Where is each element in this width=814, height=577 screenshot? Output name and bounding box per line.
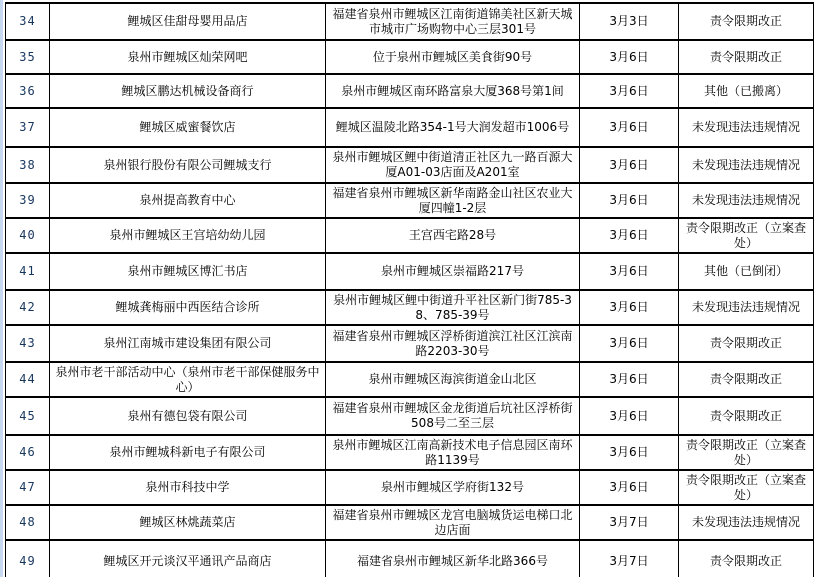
business-name-cell: 鲤城区鹏达机械设备商行 [50, 74, 326, 108]
result-cell: 未发现违法违规情况 [679, 183, 814, 218]
result-cell: 未发现违法违规情况 [679, 108, 814, 147]
result-cell: 责令限期改正（立案查处） [679, 470, 814, 505]
inspection-results-table [5, 2, 814, 577]
row-number-cell: 49 [6, 540, 50, 577]
result-cell: 责令限期改正 [679, 362, 814, 397]
row-number-cell: 42 [6, 290, 50, 325]
row-number-cell: 46 [6, 435, 50, 470]
table-body [6, 3, 814, 577]
business-name-cell: 泉州市老干部活动中心（泉州市老干部保健服务中心） [50, 362, 326, 397]
table-row [6, 362, 814, 397]
address-cell: 泉州市鲤城区鲤中街道升平社区新门街785-38、785-39号 [326, 290, 580, 325]
address-cell: 泉州市鲤城区江南高新技术电子信息园区南环路1139号 [326, 435, 580, 470]
table-row [6, 505, 814, 540]
result-cell: 责令限期改正（立案查处） [679, 218, 814, 253]
business-name-cell: 泉州提高教育中心 [50, 183, 326, 218]
address-cell: 泉州市鲤城区崇福路217号 [326, 253, 580, 290]
business-name-cell: 泉州江南城市建设集团有限公司 [50, 325, 326, 362]
business-name-cell: 泉州银行股份有限公司鲤城支行 [50, 147, 326, 183]
row-number-cell: 36 [6, 74, 50, 108]
business-name-cell: 鲤城区佳甜母婴用品店 [50, 3, 326, 40]
address-cell: 王宫西宅路28号 [326, 218, 580, 253]
row-number-cell: 41 [6, 253, 50, 290]
row-number-cell: 40 [6, 218, 50, 253]
table-row [6, 183, 814, 218]
date-cell: 3月3日 [580, 3, 679, 40]
row-number-cell: 47 [6, 470, 50, 505]
table-row [6, 108, 814, 147]
result-cell: 责令限期改正（立案查处） [679, 435, 814, 470]
date-cell: 3月6日 [580, 147, 679, 183]
result-cell: 责令限期改正 [679, 3, 814, 40]
date-cell: 3月7日 [580, 540, 679, 577]
date-cell: 3月6日 [580, 253, 679, 290]
address-cell: 泉州市鲤城区学府街132号 [326, 470, 580, 505]
address-cell: 泉州市鲤城区海滨街道金山北区 [326, 362, 580, 397]
row-number-cell: 34 [6, 3, 50, 40]
date-cell: 3月6日 [580, 183, 679, 218]
row-number-cell: 39 [6, 183, 50, 218]
table-row [6, 290, 814, 325]
table-row [6, 435, 814, 470]
date-cell: 3月7日 [580, 505, 679, 540]
address-cell: 鲤城区温陵北路354-1号大润发超市1006号 [326, 108, 580, 147]
date-cell: 3月6日 [580, 74, 679, 108]
row-number-cell: 44 [6, 362, 50, 397]
table-row [6, 540, 814, 577]
row-number-cell: 38 [6, 147, 50, 183]
row-number-cell: 35 [6, 40, 50, 74]
table-row [6, 147, 814, 183]
table-row [6, 253, 814, 290]
date-cell: 3月6日 [580, 470, 679, 505]
row-number-cell: 48 [6, 505, 50, 540]
result-cell: 未发现违法违规情况 [679, 505, 814, 540]
business-name-cell: 鲤城区开元谈汉平通讯产品商店 [50, 540, 326, 577]
business-name-cell: 泉州市鲤城科新电子有限公司 [50, 435, 326, 470]
business-name-cell: 鲤城龚梅丽中西医结合诊所 [50, 290, 326, 325]
address-cell: 泉州市鲤城区南环路富泉大厦368号第1间 [326, 74, 580, 108]
date-cell: 3月6日 [580, 218, 679, 253]
business-name-cell: 泉州市鲤城区王宫培幼幼儿园 [50, 218, 326, 253]
date-cell: 3月6日 [580, 435, 679, 470]
address-cell: 福建省泉州市鲤城区新华北路366号 [326, 540, 580, 577]
business-name-cell: 鲤城区威蜜餐饮店 [50, 108, 326, 147]
table-row [6, 40, 814, 74]
row-number-cell: 37 [6, 108, 50, 147]
table-row [6, 3, 814, 40]
address-cell: 福建省泉州市鲤城区金龙街道后坑社区浮桥街508号二至三层 [326, 397, 580, 435]
table-row [6, 325, 814, 362]
business-name-cell: 泉州市鲤城区博汇书店 [50, 253, 326, 290]
date-cell: 3月6日 [580, 362, 679, 397]
date-cell: 3月6日 [580, 397, 679, 435]
business-name-cell: 鲤城区林烑蔬菜店 [50, 505, 326, 540]
date-cell: 3月6日 [580, 290, 679, 325]
result-cell: 责令限期改正 [679, 325, 814, 362]
date-cell: 3月6日 [580, 325, 679, 362]
table-row [6, 218, 814, 253]
address-cell: 泉州市鲤城区鲤中街道清正社区九一路百源大厦A01-03店面及A201室 [326, 147, 580, 183]
date-cell: 3月6日 [580, 40, 679, 74]
address-cell: 福建省泉州市鲤城区龙宫电脑城货运电梯口北边店面 [326, 505, 580, 540]
result-cell: 其他（已搬离） [679, 74, 814, 108]
business-name-cell: 泉州市科技中学 [50, 470, 326, 505]
address-cell: 福建省泉州市鲤城区新华南路金山社区农业大厦四幢1-2层 [326, 183, 580, 218]
row-number-cell: 43 [6, 325, 50, 362]
result-cell: 未发现违法违规情况 [679, 147, 814, 183]
result-cell: 其他（已倒闭） [679, 253, 814, 290]
table-row [6, 397, 814, 435]
table-row [6, 470, 814, 505]
address-cell: 福建省泉州市鲤城区浮桥街道滨江社区江滨南路2203-30号 [326, 325, 580, 362]
address-cell: 福建省泉州市鲤城区江南街道锦美社区新天城市城市广场购物中心三层301号 [326, 3, 580, 40]
result-cell: 未发现违法违规情况 [679, 290, 814, 325]
business-name-cell: 泉州有德包袋有限公司 [50, 397, 326, 435]
row-number-cell: 45 [6, 397, 50, 435]
page-left-margin-strip [0, 0, 3, 577]
table-row [6, 74, 814, 108]
result-cell: 责令限期改正 [679, 540, 814, 577]
business-name-cell: 泉州市鲤城区灿荣网吧 [50, 40, 326, 74]
result-cell: 责令限期改正 [679, 397, 814, 435]
result-cell: 责令限期改正 [679, 40, 814, 74]
address-cell: 位于泉州市鲤城区美食街90号 [326, 40, 580, 74]
date-cell: 3月6日 [580, 108, 679, 147]
